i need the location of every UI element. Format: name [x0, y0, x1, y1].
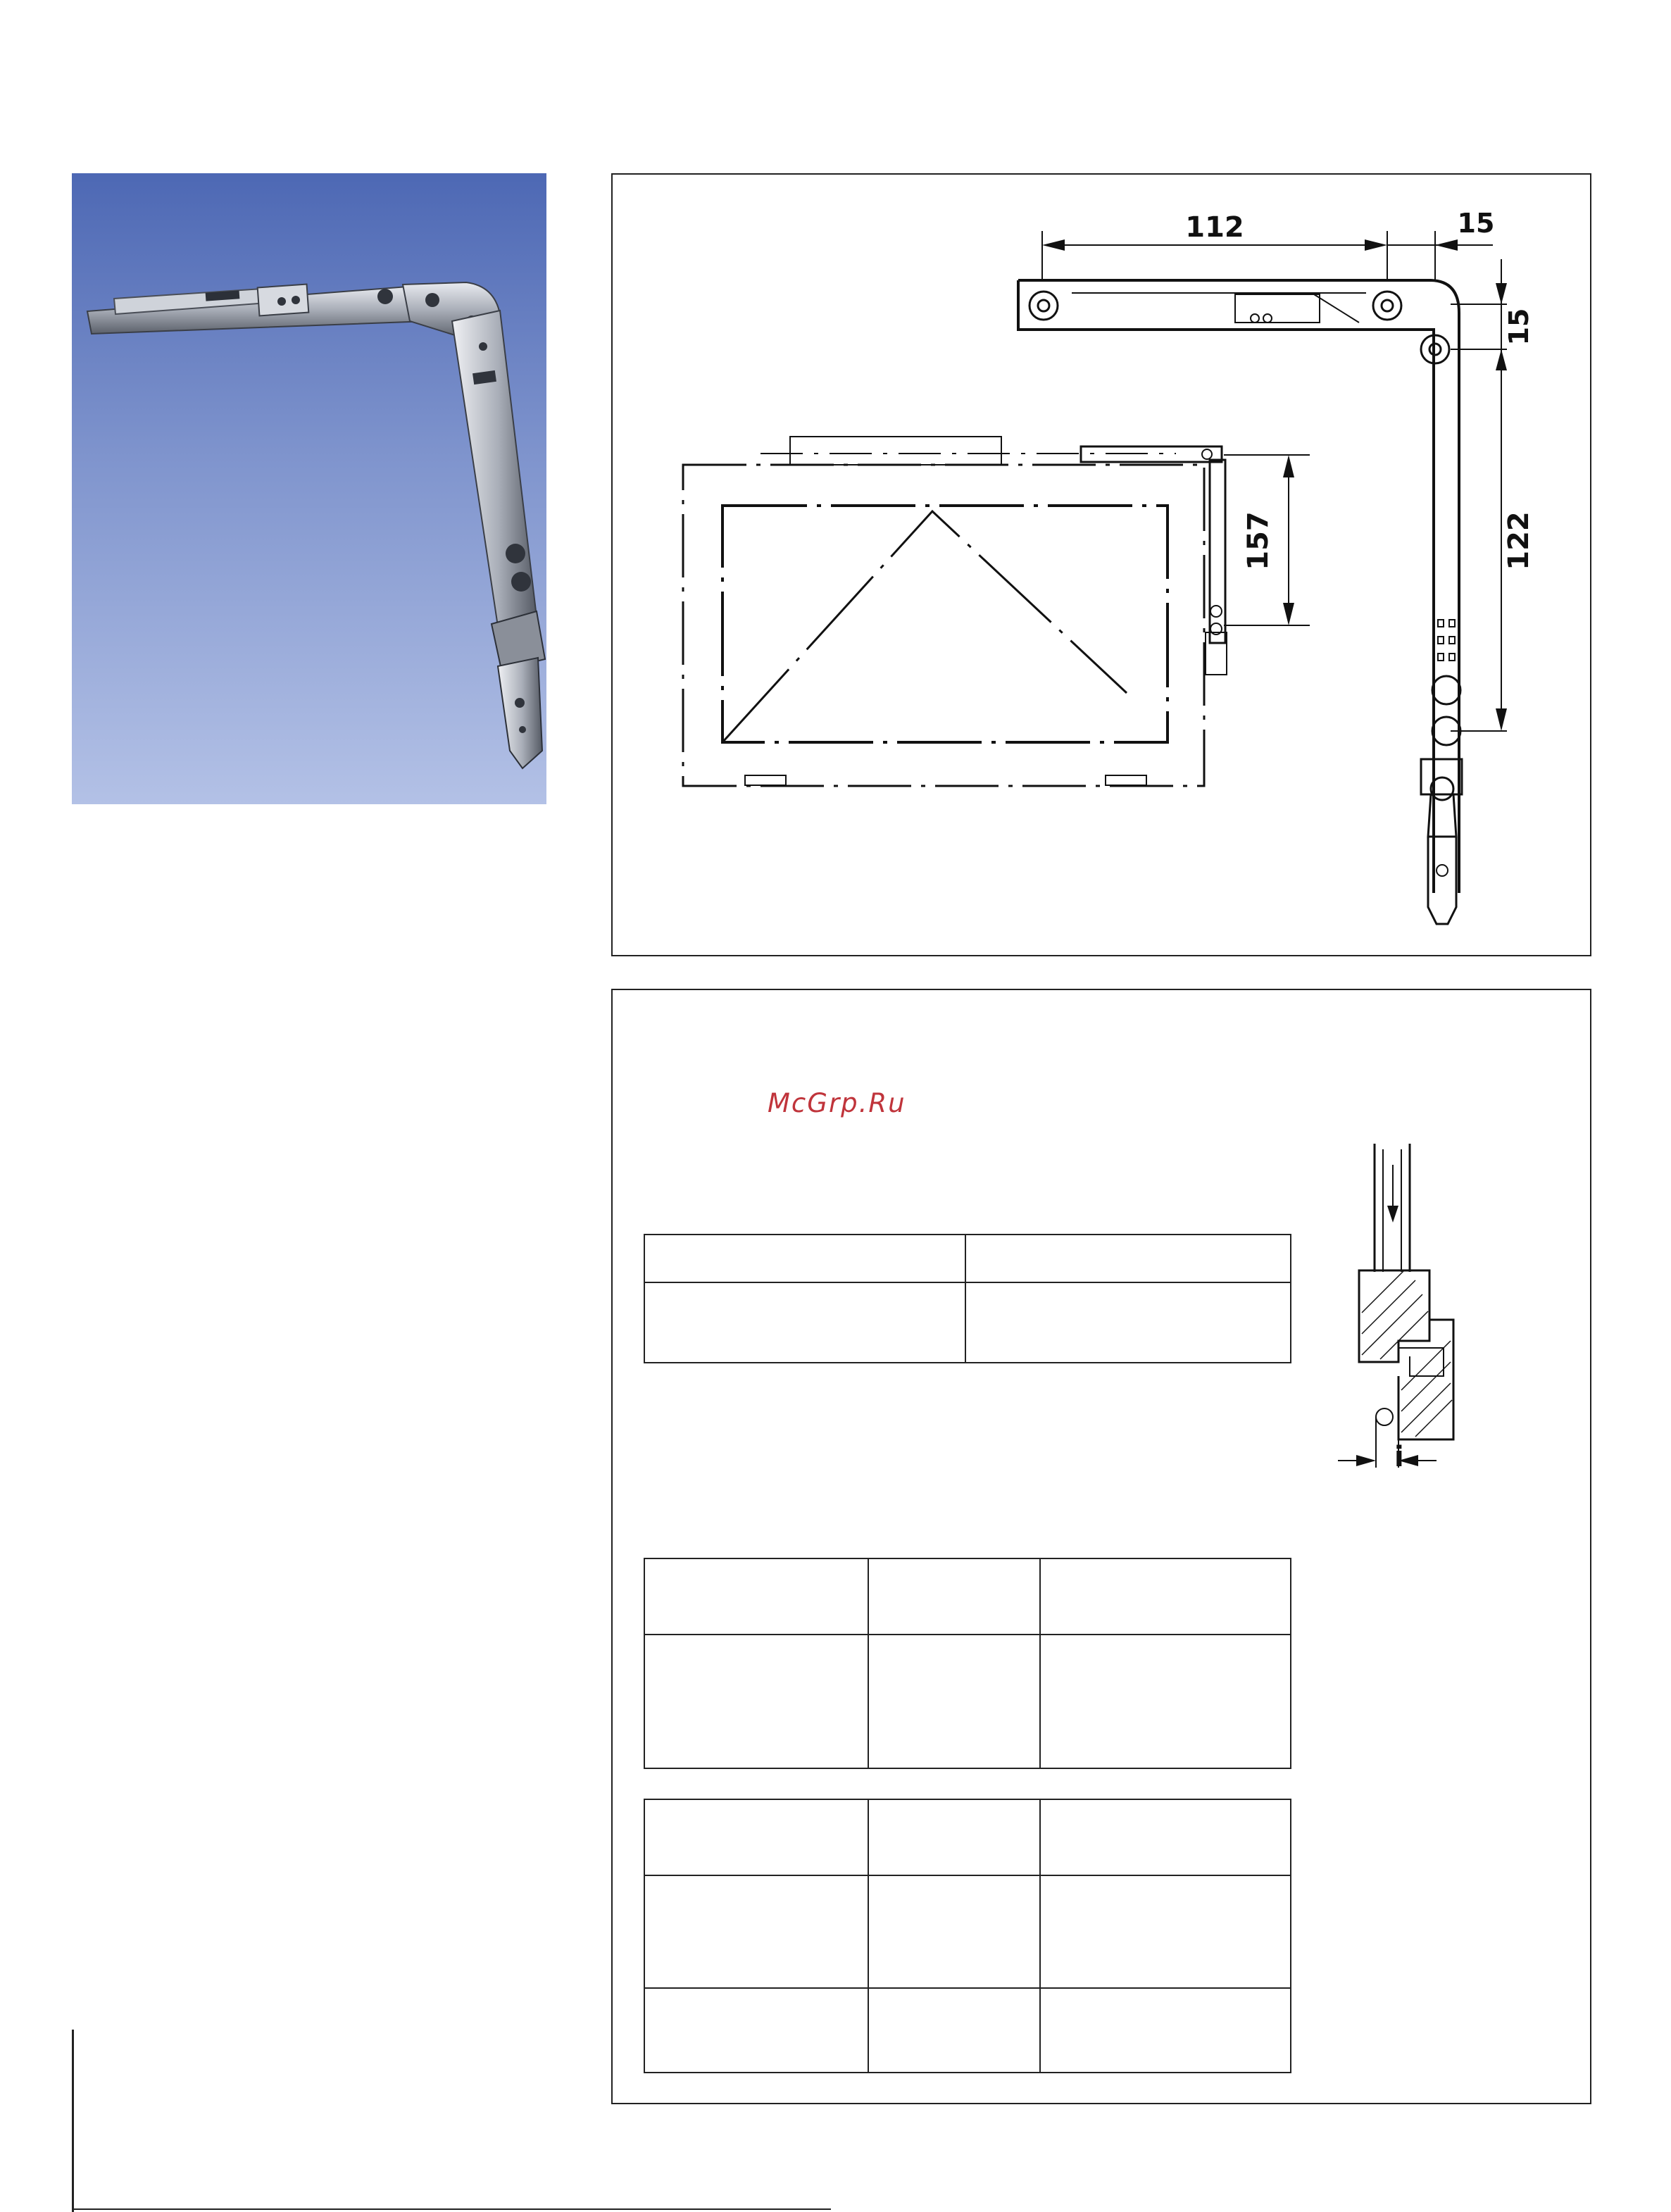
dim-top-offset: 15	[1457, 208, 1495, 239]
corner-stay-photo-illustration	[72, 173, 546, 804]
table-1-cell	[965, 1282, 1291, 1363]
table-3-header-cell	[1040, 1799, 1291, 1875]
dim-side-length: 122	[1503, 511, 1535, 570]
dimension-drawing-panel	[611, 173, 1591, 956]
table-3-cell	[644, 1875, 868, 1988]
table-2-header-cell	[868, 1558, 1040, 1635]
table-1-header-cell	[965, 1235, 1291, 1282]
dim-top-length: 112	[1185, 211, 1244, 244]
table-3-cell	[868, 1988, 1040, 2073]
spec-table-2	[644, 1558, 1291, 1769]
spec-table-3	[644, 1799, 1291, 2073]
table-1-header-cell	[644, 1235, 965, 1282]
corner-stay-drawing	[1018, 280, 1462, 924]
table-1-cell	[644, 1282, 965, 1363]
product-photo	[72, 173, 546, 804]
table-3-cell	[1040, 1988, 1291, 2073]
table-3-cell	[868, 1875, 1040, 1988]
watermark: McGrp.Ru	[768, 1088, 906, 1118]
table-2-cell	[1040, 1635, 1291, 1768]
table-3-cell	[644, 1988, 868, 2073]
spec-table-1	[644, 1234, 1291, 1363]
dimension-drawing	[613, 175, 1590, 955]
table-2-header-cell	[1040, 1558, 1291, 1635]
table-2-header-cell	[644, 1558, 868, 1635]
dim-gap-label: i	[1394, 1441, 1404, 1473]
page-margin-rule	[72, 2030, 74, 2212]
specification-panel	[611, 989, 1591, 2104]
dim-side-offset: 15	[1503, 308, 1534, 346]
table-2-cell	[868, 1635, 1040, 1768]
table-3-header-cell	[644, 1799, 868, 1875]
table-3-header-cell	[868, 1799, 1040, 1875]
window-sash-diagram	[683, 437, 1310, 786]
page-footer-rule	[72, 2208, 831, 2210]
dim-install-height: 157	[1242, 511, 1275, 570]
table-2-cell	[644, 1635, 868, 1768]
profile-section-drawing	[1331, 1144, 1493, 1503]
table-3-cell	[1040, 1875, 1291, 1988]
